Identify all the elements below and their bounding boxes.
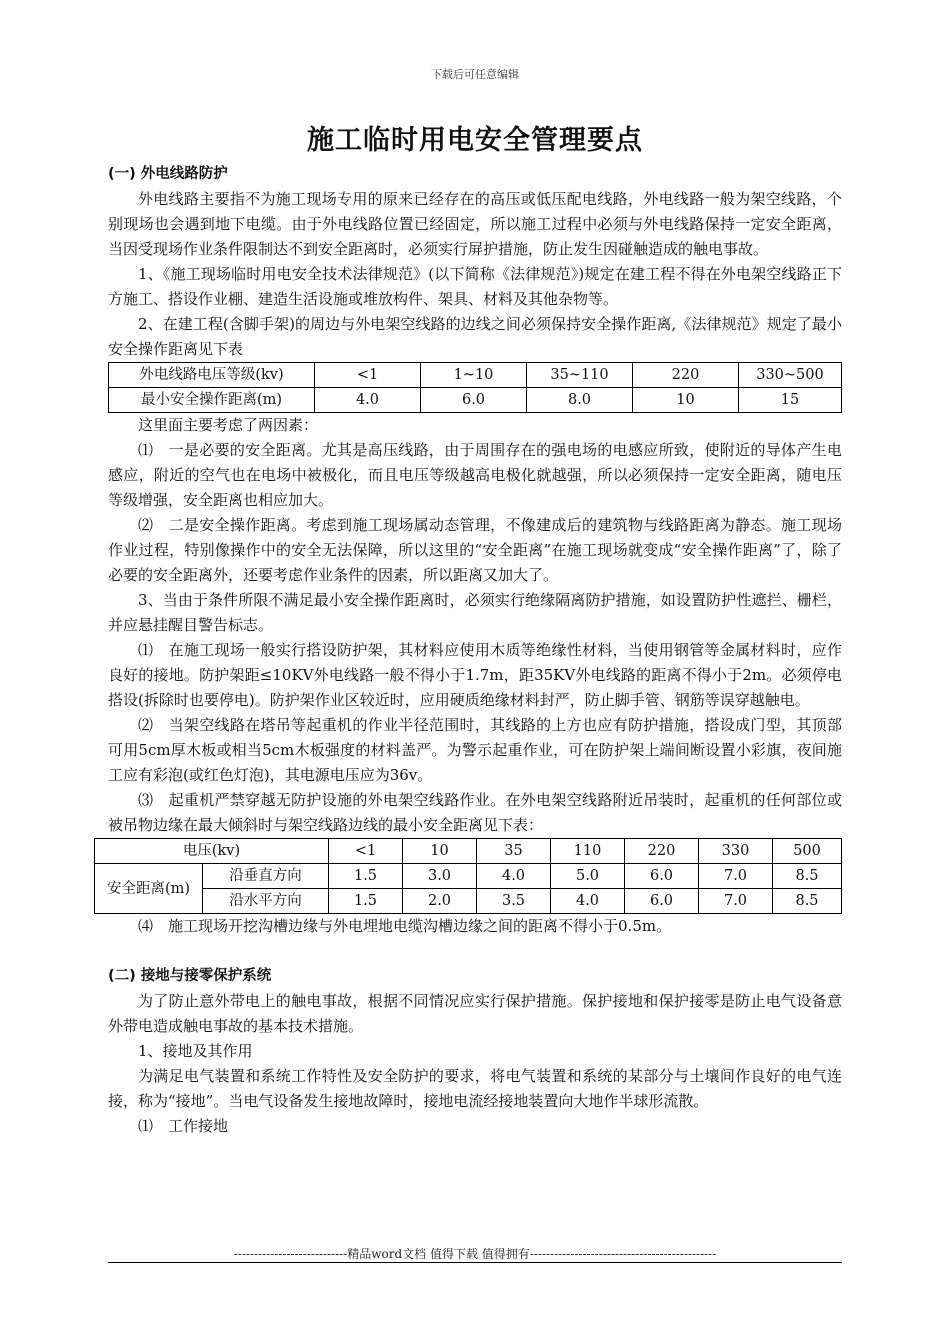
- paragraph: ⑵ 当架空线路在塔吊等起重机的作业半径范围时，其线路的上方也应有防护措施，搭设成门型，其顶部可用5cm厚木板或相当5cm木板强度的材料盖严。为警示起重作业，可在防护架上端间断设置小彩旗，夜间施工应有彩泡(或红色灯泡)，其电源电压应为36v。: [108, 716, 842, 784]
- table-row: [95, 839, 842, 864]
- table-cell: 220: [633, 363, 739, 388]
- paragraph: ⑴ 工作接地: [138, 1117, 229, 1135]
- paragraph: 3、当由于条件所限不满足最小安全操作距离时，必须实行绝缘隔离防护措施，如设置防护性遮拦、栅栏，并应悬挂醒目警告标志。: [108, 591, 842, 634]
- table-cell: 6.0: [625, 889, 699, 914]
- table-cell: 330~500: [739, 363, 842, 388]
- table-cell: 外电线路电压等级(kv): [109, 363, 315, 388]
- table-cell: 2.0: [403, 889, 477, 914]
- table-cell: 5.0: [551, 864, 625, 889]
- table-cell: 7.0: [699, 889, 773, 914]
- paragraph: ⑴ 一是必要的安全距离。尤其是高压线路，由于周围存在的强电场的电感应所致，使附近的导体产生电感应，附近的空气也在电场中被极化，而且电压等级越高电极化就越强，所以必须保持一定安全距离，随电压等级增强，安全距离也相应加大。: [108, 441, 842, 509]
- table-cell: 6.0: [421, 388, 527, 413]
- table-cell: 安全距离(m): [95, 864, 203, 914]
- table-row: [109, 388, 842, 413]
- paragraph: 为了防止意外带电上的触电事故，根据不同情况应实行保护措施。保护接地和保护接零是防止电气设备意外带电造成触电事故的基本技术措施。: [108, 992, 842, 1035]
- table-cell: 4.0: [551, 889, 625, 914]
- paragraph: 1、《施工现场临时用电安全技术法律规范》(以下简称《法律规范》)规定在建工程不得在外电架空线路正下方施工、搭设作业棚、建造生活设施或堆放构件、架具、材料及其他杂物等。: [108, 265, 842, 308]
- table-cell: 7.0: [699, 864, 773, 889]
- table-cell: 4.0: [477, 864, 551, 889]
- table-cell: 35: [477, 839, 551, 864]
- section-heading-2: (二) 接地与接零保护系统: [108, 968, 272, 984]
- min-safe-distance-table: [108, 362, 842, 413]
- document-body: [108, 162, 842, 1139]
- paragraph: ⑶ 起重机严禁穿越无防护设施的外电架空线路作业。在外电架空线路附近吊装时，起重机的任何部位或被吊物边缘在最大倾斜时与架空线路边线的最小安全距离见下表：: [108, 791, 842, 834]
- table-row: [95, 889, 842, 914]
- paragraph: 外电线路主要指不为施工现场专用的原来已经存在的高压或低压配电线路，外电线路一般为架空线路，个别现场也会遇到地下电缆。由于外电线路位置已经固定，所以施工过程中必须与外电线路保持一定安全距离，当因受现场作业条件限制达不到安全距离时，必须实行屏护措施，防止发生因碰触造成的触电事故。: [108, 190, 842, 258]
- page-title: 施工临时用电安全管理要点: [307, 125, 643, 156]
- paragraph: ⑷ 施工现场开挖沟槽边缘与外电埋地电缆沟槽边缘之间的距离不得小于0.5m。: [138, 917, 672, 935]
- table-cell: 3.0: [403, 864, 477, 889]
- table-cell: 最小安全操作距离(m): [109, 388, 315, 413]
- section-heading-1: (一) 外电线路防护: [108, 166, 228, 182]
- spacer: [108, 939, 842, 964]
- paragraph: 为满足电气装置和系统工作特性及安全防护的要求，将电气装置和系统的某部分与土壤间作良好的电气连接，称为“接地”。当电气设备发生接地故障时，接地电流经接地装置向大地作半球形流散。: [108, 1067, 842, 1110]
- table-cell: 1.5: [329, 889, 403, 914]
- table-cell: 500: [773, 839, 842, 864]
- paragraph: ⑵ 二是安全操作距离。考虑到施工现场属动态管理，不像建成后的建筑物与线路距离为静态。施工现场作业过程，特别像操作中的安全无法保障，所以这里的“安全距离”在施工现场就变成“安全操作距离”了，除了必要的安全距离外，还要考虑作业条件的因素，所以距离又加大了。: [108, 516, 842, 584]
- table-cell: 4.0: [315, 388, 421, 413]
- table-cell: 沿水平方向: [203, 889, 329, 914]
- table-row: [95, 864, 842, 889]
- crane-safe-distance-table: [94, 838, 842, 914]
- table-cell: 110: [551, 839, 625, 864]
- paragraph: 这里面主要考虑了两因素：: [138, 416, 319, 434]
- table-cell: 电压(kv): [95, 839, 329, 864]
- table-cell: 3.5: [477, 889, 551, 914]
- table-cell: 8.0: [527, 388, 633, 413]
- table-cell: 沿垂直方向: [203, 864, 329, 889]
- table-cell: 8.5: [773, 864, 842, 889]
- paragraph: 1、接地及其作用: [138, 1042, 253, 1060]
- table-cell: 10: [633, 388, 739, 413]
- table-cell: <1: [315, 363, 421, 388]
- header-note: 下载后可任意编辑: [431, 68, 519, 81]
- table-cell: 10: [403, 839, 477, 864]
- table-cell: <1: [329, 839, 403, 864]
- table-cell: 330: [699, 839, 773, 864]
- table-cell: 35~110: [527, 363, 633, 388]
- table-cell: 1.5: [329, 864, 403, 889]
- paragraph: ⑴ 在施工现场一般实行搭设防护架，其材料应使用木质等绝缘性材料，当使用钢管等金属材料时，应作良好的接地。防护架距≤10KV外电线路一般不得小于1.7m，距35KV外电线路的距离不得小于2m。必须停电搭设(拆除时也要停电)。防护架作业区较近时，应用硬质绝缘材料封严，防止脚手管、钢筋等误穿越触电。: [108, 641, 842, 709]
- table-row: [109, 363, 842, 388]
- table-cell: 1~10: [421, 363, 527, 388]
- table-cell: 8.5: [773, 889, 842, 914]
- table-cell: 6.0: [625, 864, 699, 889]
- paragraph: 2、在建工程(含脚手架)的周边与外电架空线路的边线之间必须保持安全操作距离,《法律规范》规定了最小安全操作距离见下表: [108, 315, 842, 358]
- table-cell: 220: [625, 839, 699, 864]
- footer-text: ----------------------------精品word文档 值得下载 值得拥有----------------------------------------------: [233, 1247, 717, 1261]
- table-cell: 15: [739, 388, 842, 413]
- footer-divider: [108, 1262, 842, 1263]
